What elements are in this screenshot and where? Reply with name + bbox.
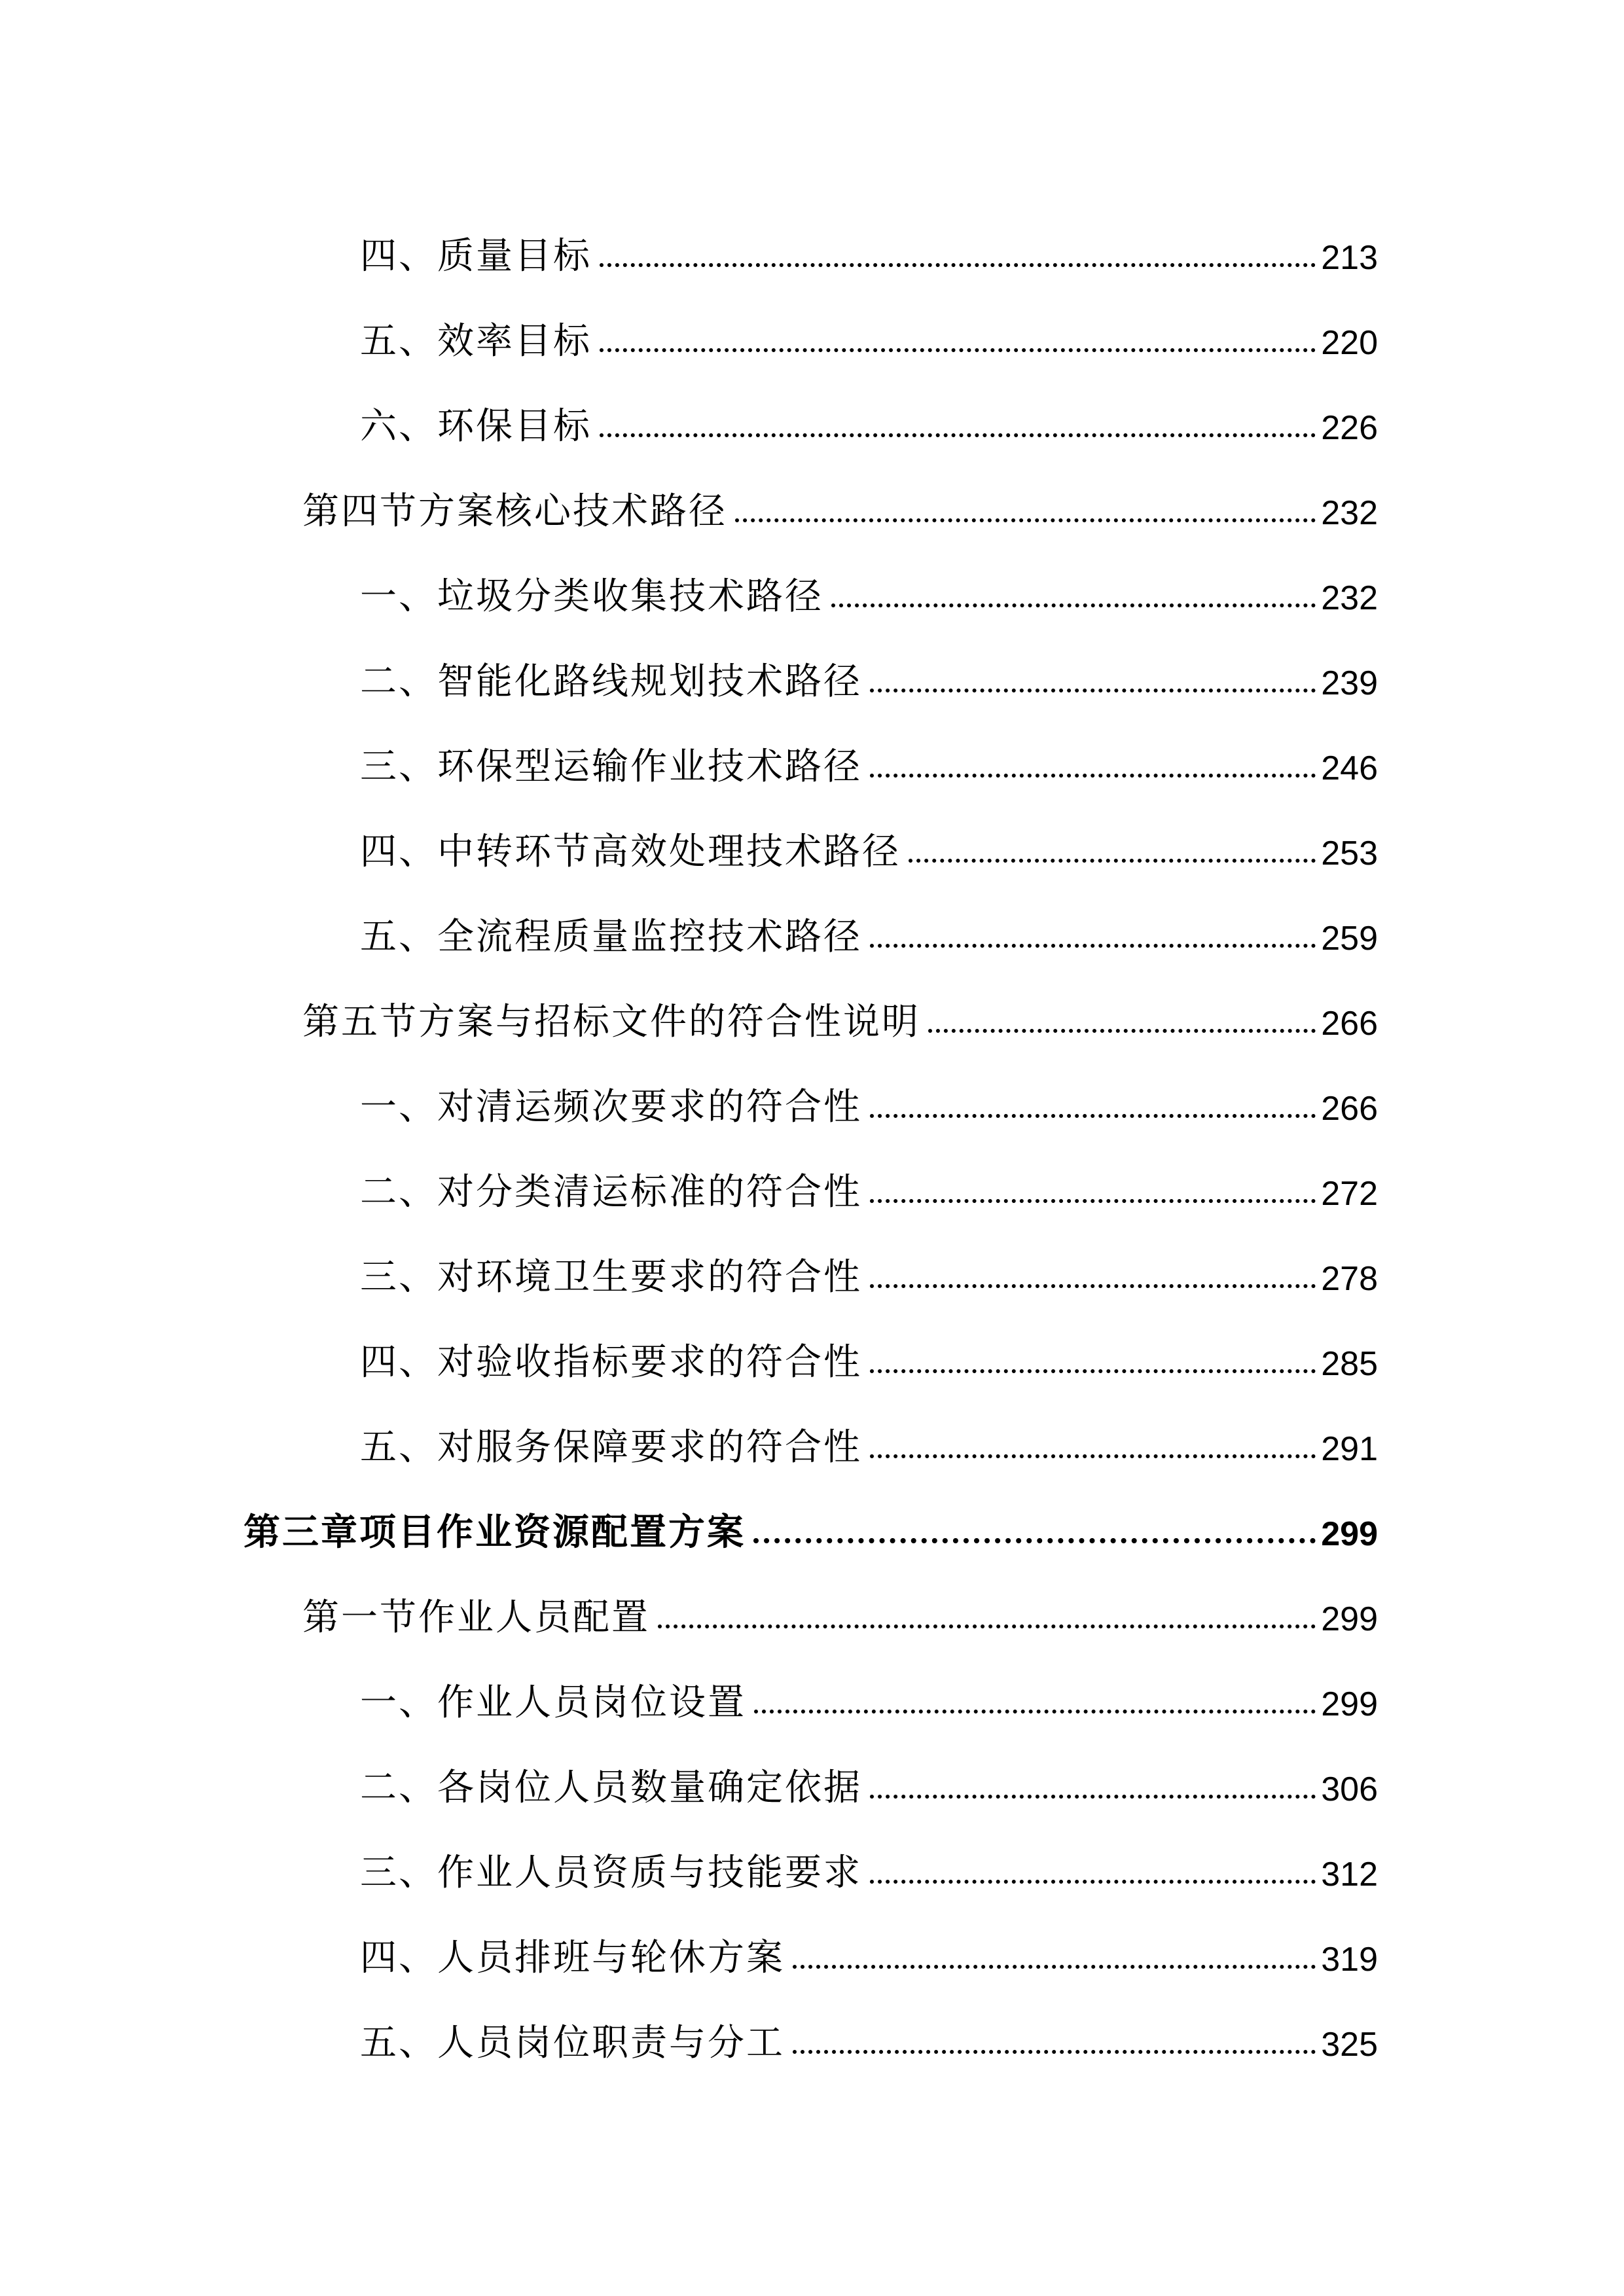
toc-page-number: 266 (1321, 1090, 1378, 1128)
toc-entry-title: 第四节方案核心技术路径 (302, 490, 727, 533)
toc-entry-title: 五、人员岗位职责与分工 (360, 2022, 785, 2064)
toc-leader-dots (754, 1710, 1316, 1713)
toc-page-number: 285 (1321, 1345, 1378, 1383)
toc-entry[interactable] (302, 1564, 1378, 1639)
toc-leader-dots (658, 1624, 1316, 1628)
toc-entry[interactable] (360, 1139, 1378, 1211)
toc-leader-dots (735, 518, 1316, 522)
toc-page-number: 319 (1321, 1941, 1378, 1979)
toc-entry-title: 六、环保目标 (360, 405, 592, 448)
toc-entry[interactable] (360, 288, 1378, 363)
toc-entry-title: 四、中转环节高效处理技术路径 (360, 831, 901, 873)
toc-entry-title: 三、对环境卫生要求的符合性 (360, 1256, 862, 1299)
toc-leader-dots (870, 774, 1316, 778)
toc-entry-title: 第五节方案与招标文件的符合性说明 (302, 1001, 920, 1043)
toc-page-number: 220 (1321, 324, 1378, 362)
toc-page-number: 299 (1321, 1515, 1378, 1553)
toc-leader-dots (600, 263, 1316, 267)
toc-page-number: 299 (1321, 1685, 1378, 1723)
toc-page-number: 278 (1321, 1260, 1378, 1298)
toc-entry-title: 二、对分类清运标准的符合性 (360, 1171, 862, 1213)
toc-page-number: 312 (1321, 1856, 1378, 1893)
toc-leader-dots (600, 348, 1316, 352)
toc-entry[interactable] (360, 1905, 1378, 1977)
toc-entry[interactable] (360, 713, 1378, 788)
toc-entry[interactable] (360, 1309, 1378, 1384)
toc-entry-title: 二、智能化路线规划技术路径 (360, 660, 862, 703)
toc-entry-title: 一、对清运频次要求的符合性 (360, 1086, 862, 1128)
toc-page-number: 232 (1321, 579, 1378, 617)
toc-leader-dots (831, 603, 1316, 607)
toc-entry[interactable] (360, 1394, 1378, 1469)
toc-entry[interactable] (360, 1734, 1378, 1809)
toc-page-number: 239 (1321, 664, 1378, 702)
toc-leader-dots (870, 1454, 1316, 1458)
toc-entry-title: 四、质量目标 (360, 235, 592, 278)
toc-leader-dots (870, 1880, 1316, 1884)
toc-entry-title: 第一节作业人员配置 (302, 1596, 650, 1639)
toc-page-number: 232 (1321, 494, 1378, 532)
toc-entry-title: 三、作业人员资质与技能要求 (360, 1852, 862, 1894)
toc-entry-title: 五、全流程质量监控技术路径 (360, 916, 862, 958)
toc-entry-title: 四、人员排班与轮休方案 (360, 1937, 785, 1979)
toc-entry[interactable] (302, 458, 1378, 533)
toc-entry[interactable] (360, 1224, 1378, 1299)
toc-page-number: 291 (1321, 1430, 1378, 1468)
toc-leader-dots (600, 433, 1316, 437)
toc-entry[interactable] (360, 628, 1378, 703)
toc-leader-dots (909, 859, 1316, 863)
toc-page-number: 246 (1321, 749, 1378, 787)
toc-leader-dots (753, 1538, 1316, 1543)
toc-entry[interactable] (360, 1990, 1378, 2062)
toc-entry-title: 五、效率目标 (360, 320, 592, 363)
toc-entry-title: 二、各岗位人员数量确定依据 (360, 1767, 862, 1809)
toc-entry[interactable] (360, 203, 1378, 278)
toc-page-number: 272 (1321, 1175, 1378, 1213)
toc-entry-title: 第三章项目作业资源配置方案 (244, 1511, 746, 1554)
toc-leader-dots (870, 1114, 1316, 1118)
toc-entry[interactable] (360, 1649, 1378, 1724)
toc-entry[interactable] (360, 1054, 1378, 1126)
toc-entry-title: 一、垃圾分类收集技术路径 (360, 575, 823, 618)
toc-page-number: 213 (1321, 239, 1378, 277)
toc-entry-title: 五、对服务保障要求的符合性 (360, 1426, 862, 1469)
toc-leader-dots (870, 689, 1316, 692)
toc-page-number: 226 (1321, 409, 1378, 447)
toc-leader-dots (793, 1965, 1316, 1969)
toc-leader-dots (928, 1029, 1316, 1033)
toc-leader-dots (870, 1199, 1316, 1203)
toc-leader-dots (870, 1795, 1316, 1799)
toc-entry-title: 四、对验收指标要求的符合性 (360, 1341, 862, 1384)
toc-page-number: 325 (1321, 2026, 1378, 2064)
toc-page-number: 299 (1321, 1600, 1378, 1638)
toc-entry[interactable] (302, 969, 1378, 1041)
toc-page-number: 266 (1321, 1005, 1378, 1043)
toc-leader-dots (793, 2050, 1316, 2054)
toc-leader-dots (870, 1284, 1316, 1288)
toc-entry-title: 三、环保型运输作业技术路径 (360, 745, 862, 788)
toc-entry-chapter[interactable] (244, 1479, 1378, 1554)
toc-page-number: 259 (1321, 920, 1378, 958)
toc-page-number: 306 (1321, 1770, 1378, 1808)
toc-entry[interactable] (360, 373, 1378, 448)
toc-entry[interactable] (360, 798, 1378, 873)
toc-entry[interactable] (360, 884, 1378, 956)
toc-page-number: 253 (1321, 834, 1378, 872)
toc-entry[interactable] (360, 1820, 1378, 1892)
toc-leader-dots (870, 1369, 1316, 1373)
toc-entry[interactable] (360, 543, 1378, 618)
toc-entry-title: 一、作业人员岗位设置 (360, 1681, 746, 1724)
toc-leader-dots (870, 944, 1316, 948)
